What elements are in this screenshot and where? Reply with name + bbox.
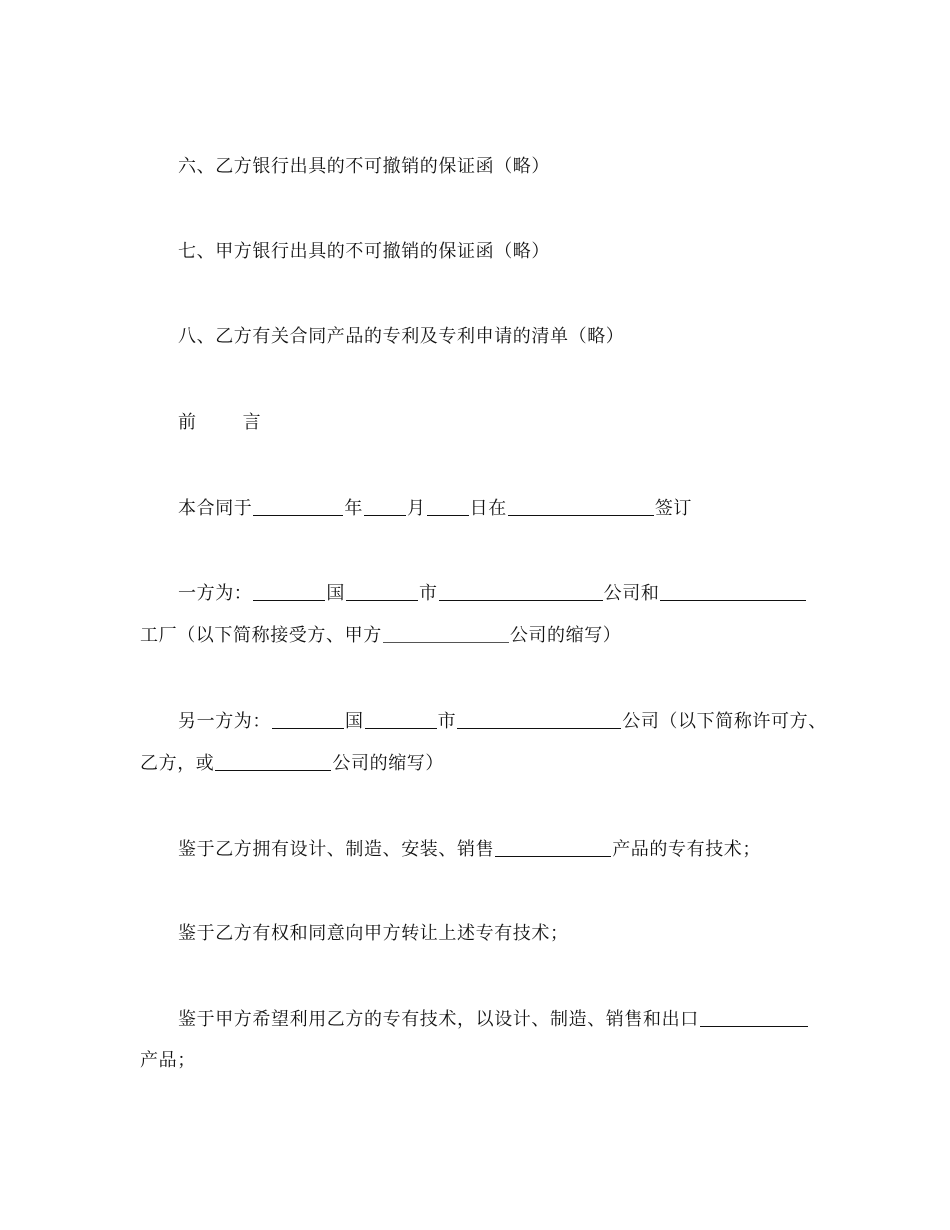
whereas-clause-2: 鉴于乙方有权和同意向甲方转让上述专有技术；: [178, 923, 569, 944]
month-blank[interactable]: [364, 497, 406, 516]
whereas-clause-1: 鉴于乙方拥有设计、制造、安装、销售 产品的专有技术；: [178, 839, 762, 860]
party-two-line-1: 另一方为： 国 市 公司（以下简称许可方、: [178, 711, 827, 732]
party-one-country-blank[interactable]: [253, 582, 325, 601]
party-one-line-2: 工厂（以下简称接受方、甲方 公司的缩写）: [140, 625, 622, 646]
whereas-clause-3-line-1: 鉴于甲方希望利用乙方的专有技术，以设计、制造、销售和出口: [178, 1008, 809, 1031]
appendix-item-8: 八、乙方有关合同产品的专利及专利申请的清单（略）: [178, 326, 625, 347]
party-two-abbrev-blank[interactable]: [215, 752, 331, 771]
place-blank[interactable]: [508, 497, 654, 516]
signing-date-line: 本合同于 年 月 日在 签订: [178, 498, 693, 519]
party-one-city-blank[interactable]: [346, 582, 418, 601]
party-two-company-blank[interactable]: [457, 710, 621, 729]
party-one-abbrev-blank[interactable]: [383, 624, 509, 643]
party-two-line-2: 乙方，或 公司的缩写）: [140, 753, 445, 774]
product-blank-1[interactable]: [495, 838, 611, 857]
whereas-clause-3-line-2: 产品；: [140, 1050, 196, 1071]
product-blank-2[interactable]: [700, 1008, 808, 1027]
day-blank[interactable]: [427, 497, 469, 516]
party-one-line-1: 一方为： 国 市 公司和: [178, 582, 807, 605]
party-one-company-blank[interactable]: [439, 582, 603, 601]
preface-heading: 前 言: [178, 412, 262, 433]
party-two-country-blank[interactable]: [272, 710, 344, 729]
party-two-city-blank[interactable]: [365, 710, 437, 729]
year-blank[interactable]: [253, 497, 343, 516]
appendix-item-7: 七、甲方银行出具的不可撤销的保证函（略）: [178, 241, 550, 262]
appendix-item-6: 六、乙方银行出具的不可撤销的保证函（略）: [178, 156, 550, 177]
party-one-factory-blank[interactable]: [660, 582, 806, 601]
